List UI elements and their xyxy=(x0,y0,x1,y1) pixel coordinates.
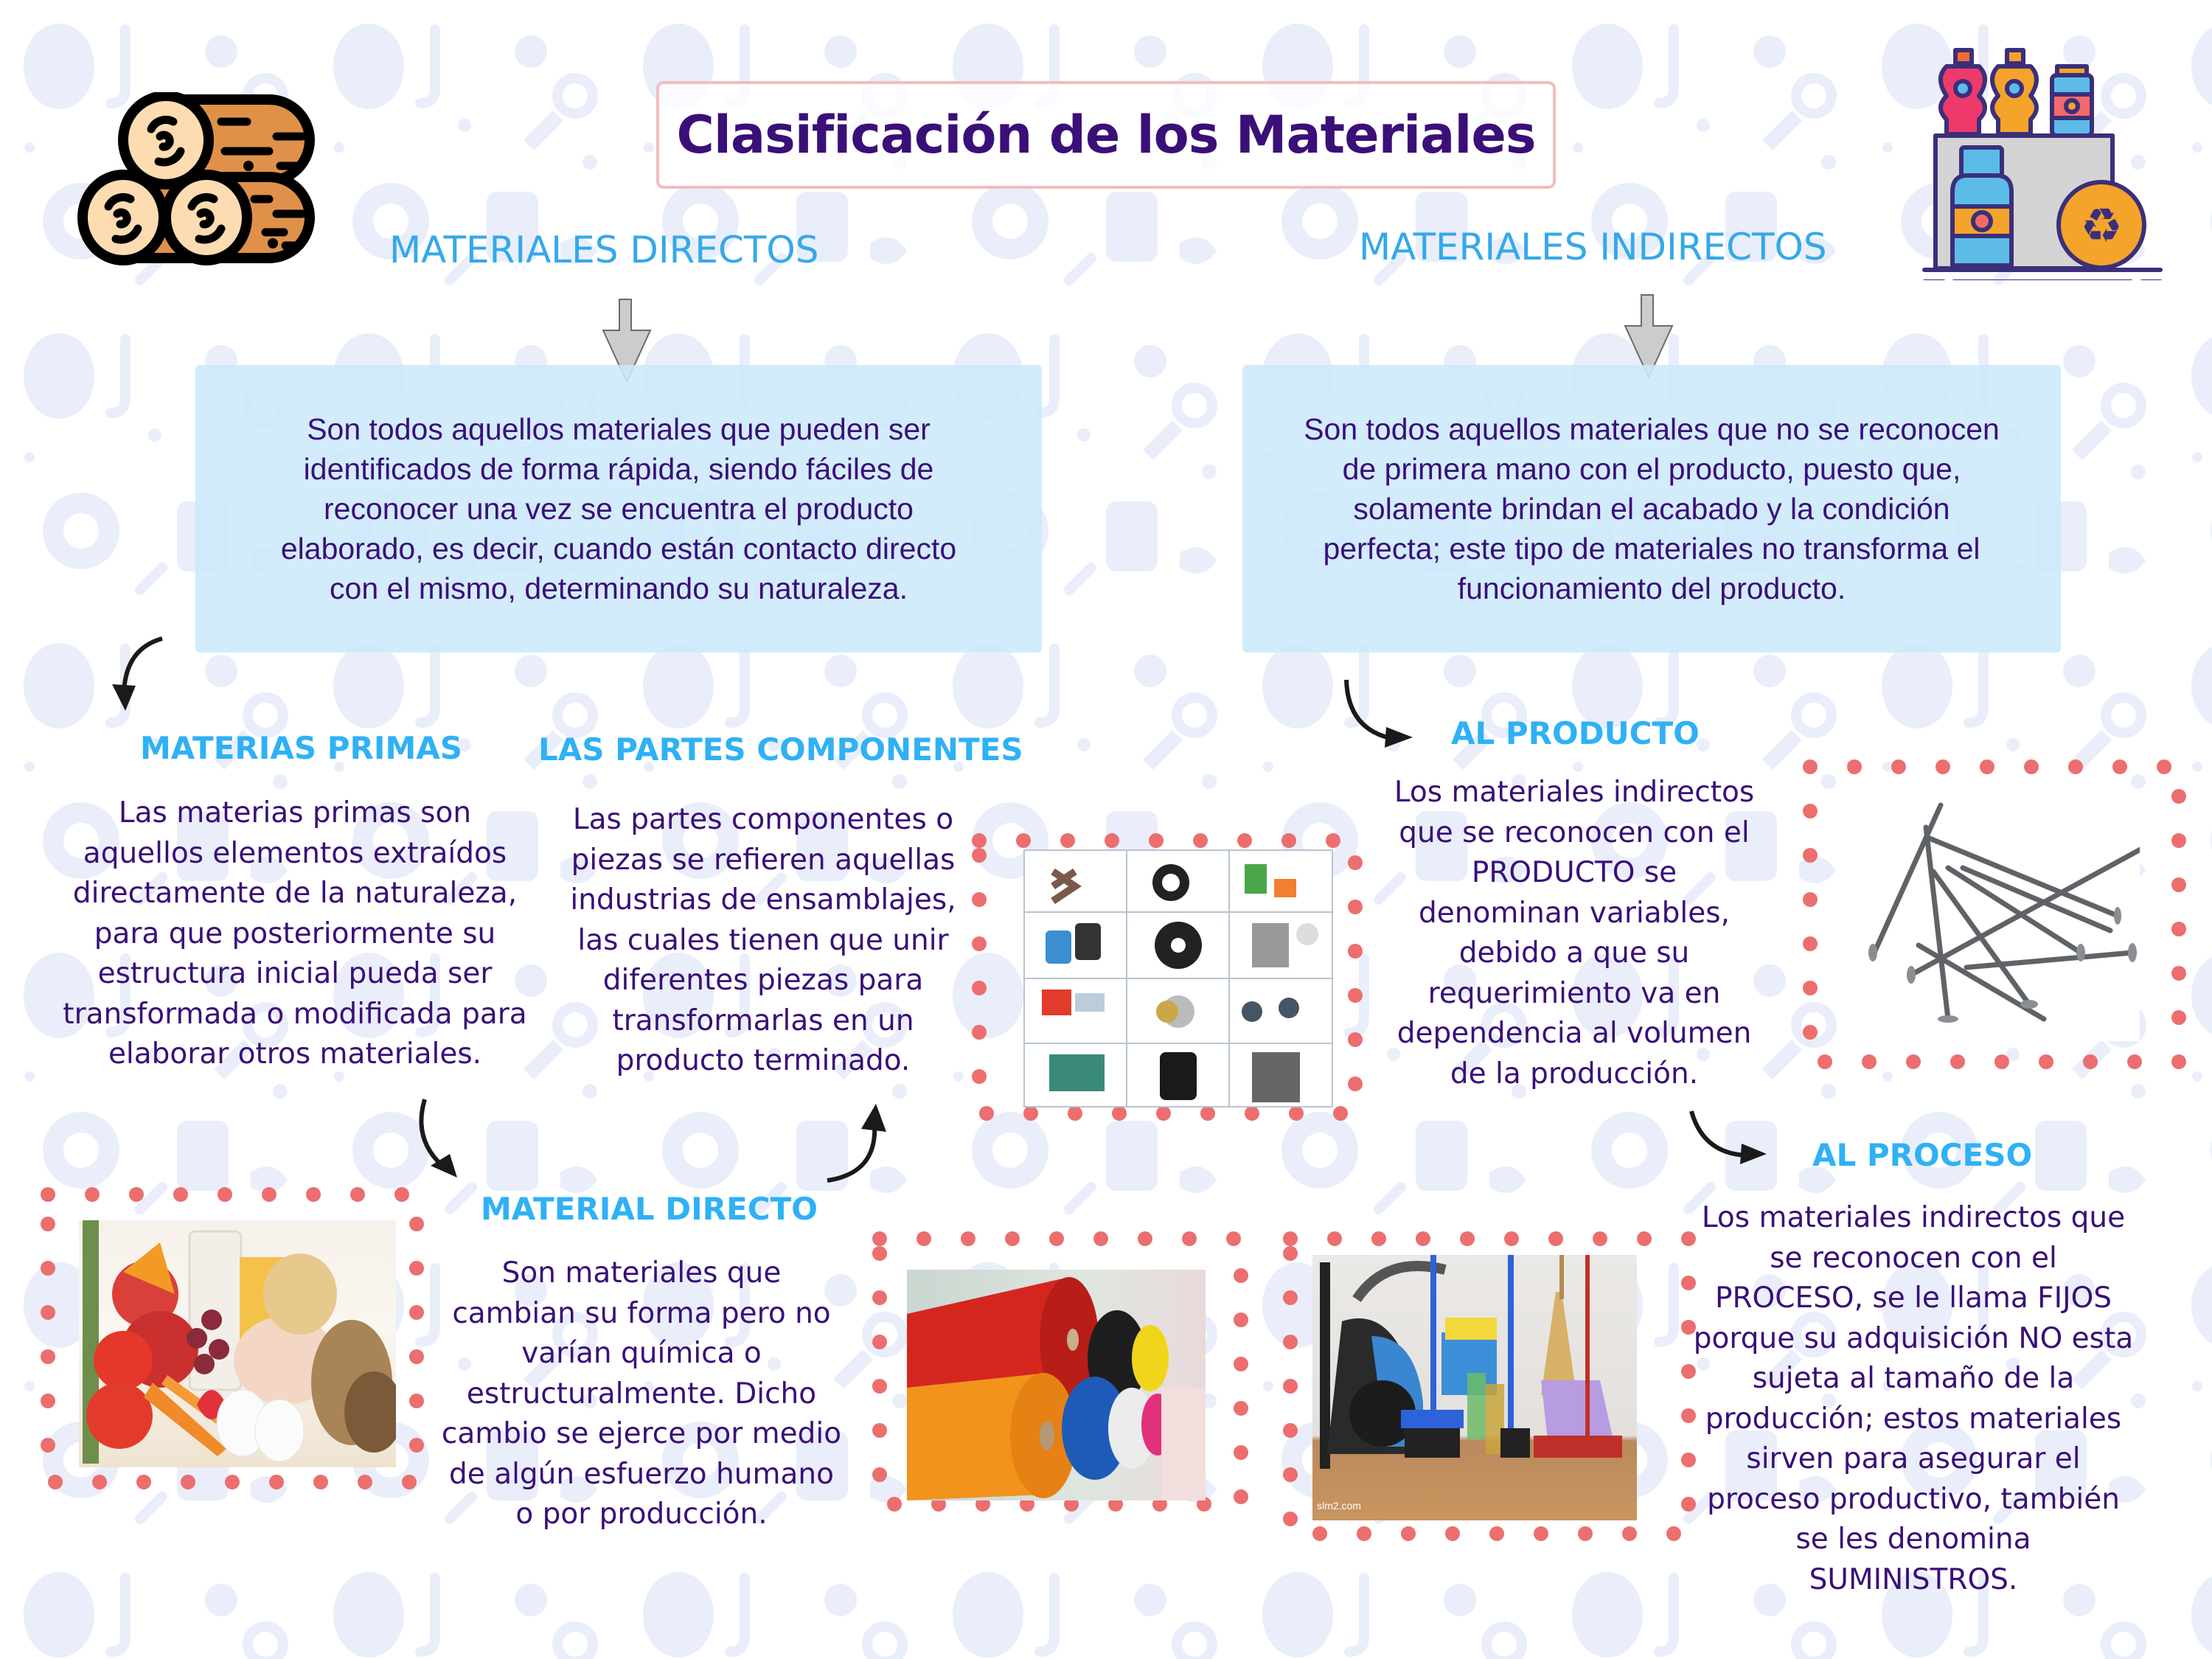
curved-arrow-icon xyxy=(103,634,170,715)
curved-arrow-icon xyxy=(1688,1110,1770,1176)
materias-primas-text: Las materias primas son aquellos elementos extraídos directamente de la naturaleza, para que posteriormente su estructura inicial pueda ser transformada o modificada para elaborar otros materiales. xyxy=(63,796,527,1071)
heading-materias-primas: MATERIAS PRIMAS xyxy=(140,730,463,766)
heading-materiales-indirectos: MATERIALES INDIRECTOS xyxy=(1359,226,1827,268)
material-directo-text: Son materiales que cambian su forma pero no varían química o estructuralmente. Dicho cambio se ejerce por medio de algún esfuerzo humano o por producción. xyxy=(441,1256,842,1531)
indirectos-description: Son todos aquellos materiales que no se reconocen de primera mano con el producto, puesto que, solamente brindan el acabado y la condición perfecta; este tipo de materiales no transforma el funcionamiento del producto. xyxy=(1304,412,2000,605)
al-proceso-text: Los materiales indirectos que se reconocen con el PROCESO, se le llama FIJOS porque su adquisición NO esta sujeta al tamaño de la producción; estos materiales sirven para asegurar el proceso productivo, también se les denomina SUMINISTROS. xyxy=(1693,1201,2134,1596)
directos-description-box xyxy=(195,365,1042,653)
food-raw-materials-photo xyxy=(79,1220,396,1467)
svg-text:♻: ♻ xyxy=(2080,199,2123,254)
nails-photo xyxy=(1837,798,2140,1041)
cleaning-supplies-photo xyxy=(1312,1255,1637,1520)
recycling-bottles-icon xyxy=(1917,44,2168,280)
curved-arrow-icon xyxy=(1342,678,1416,752)
al-producto-text: Los materiales indirectos que se reconocen con el PRODUCTO se denominan variables, debido a que su requerimiento va en dependencia al volumen de la producción. xyxy=(1394,776,1755,1091)
partes-componentes-text: Las partes componentes o piezas se refieren aquellas industrias de ensamblajes, las cuales tienen que unir diferentes piezas para transformarlas en un producto terminado. xyxy=(570,803,956,1077)
fabric-rolls-photo xyxy=(907,1270,1206,1500)
directos-description: Son todos aquellos materiales que pueden ser identificados de forma rápida, siendo fáciles de reconocer una vez se encuentra el producto elaborado, es decir, cuando están contacto directo con el mismo, determinando su naturaleza. xyxy=(280,412,957,605)
heading-partes-componentes: LAS PARTES COMPONENTES xyxy=(538,731,1023,768)
svg-text:slm2.com: slm2.com xyxy=(1317,1500,1361,1512)
curved-arrow-icon xyxy=(826,1102,892,1191)
curved-arrow-icon xyxy=(413,1095,472,1183)
heading-al-producto: AL PRODUCTO xyxy=(1451,715,1700,751)
heading-al-proceso: AL PROCESO xyxy=(1812,1137,2033,1173)
heading-materiales-directos: MATERIALES DIRECTOS xyxy=(389,229,819,271)
component-parts-grid-photo xyxy=(1023,849,1333,1107)
indirectos-description-box xyxy=(1242,365,2061,653)
logs-icon xyxy=(77,92,317,269)
page-title: Clasificación de los Materiales xyxy=(676,105,1536,165)
heading-material-directo: MATERIAL DIRECTO xyxy=(481,1191,818,1227)
title-box xyxy=(656,81,1556,189)
